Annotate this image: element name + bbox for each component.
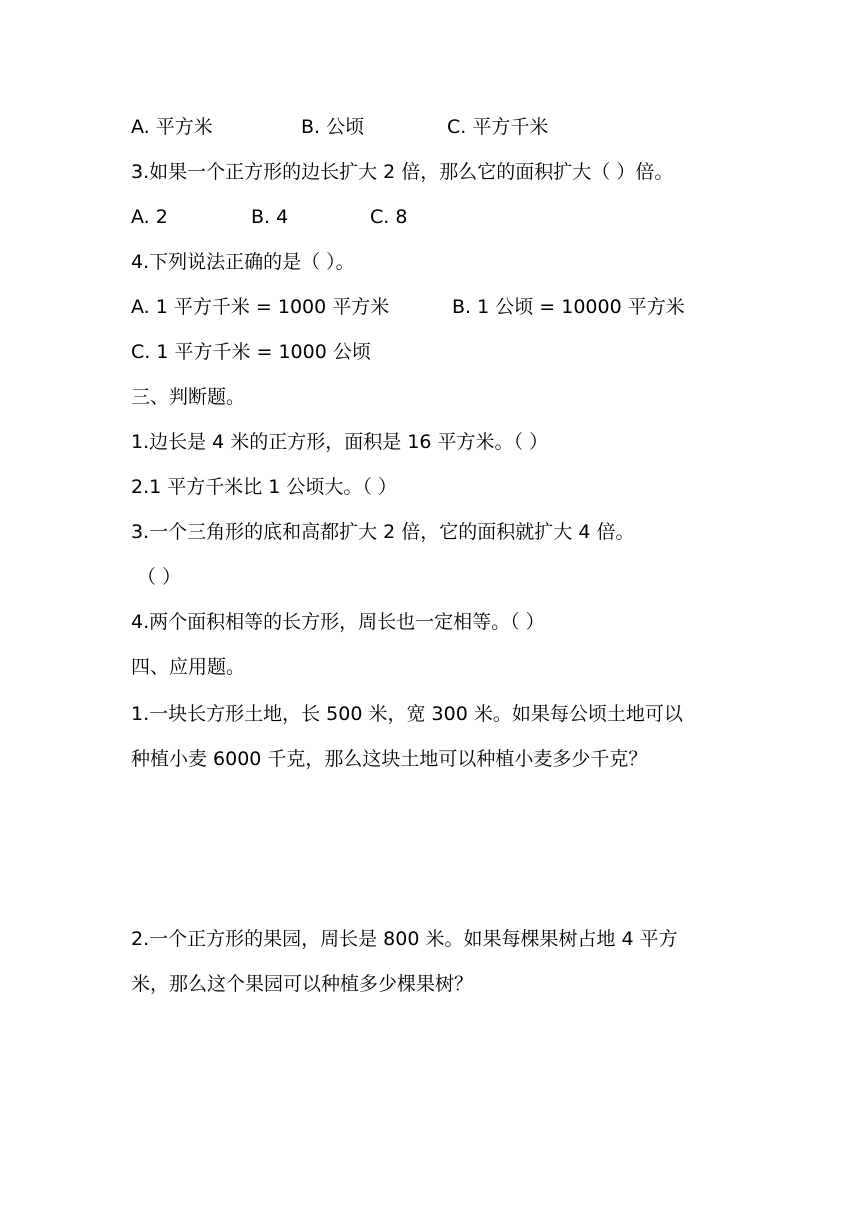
q4-question: 4.下列说法正确的是（ ）。 — [131, 251, 355, 273]
judge-item-2: 2.1 平方千米比 1 公顷大。（ ） — [131, 476, 397, 498]
q2-option-a: A. 平方米 — [131, 116, 213, 138]
q4-option-a: A. 1 平方千米 = 1000 平方米 — [131, 296, 390, 318]
problem-1-line-1: 1.一块长方形土地，长 500 米，宽 300 米。如果每公顷土地可以 — [131, 703, 683, 725]
section4-title: 四、应用题。 — [131, 656, 246, 678]
q3-option-b: B. 4 — [251, 206, 289, 228]
judge-item-3: 3.一个三角形的底和高都扩大 2 倍，它的面积就扩大 4 倍。 — [131, 521, 635, 543]
q4-option-b: B. 1 公顷 = 10000 平方米 — [452, 296, 685, 318]
q3-option-c: C. 8 — [370, 206, 408, 228]
q3-option-a: A. 2 — [131, 206, 168, 228]
judge-item-4: 4.两个面积相等的长方形，周长也一定相等。（ ） — [131, 611, 545, 633]
problem-1-line-2: 种植小麦 6000 千克，那么这块土地可以种植小麦多少千克？ — [131, 748, 648, 770]
q2-option-c: C. 平方千米 — [447, 116, 549, 138]
q4-option-c: C. 1 平方千米 = 1000 公顷 — [131, 341, 371, 363]
judge-item-1: 1.边长是 4 米的正方形，面积是 16 平方米。（ ） — [131, 431, 549, 453]
section3-title: 三、判断题。 — [131, 386, 246, 408]
problem-2-line-2: 米，那么这个果园可以种植多少棵果树？ — [131, 973, 474, 995]
q3-question: 3.如果一个正方形的边长扩大 2 倍，那么它的面积扩大（ ）倍。 — [131, 161, 674, 183]
problem-2-line-1: 2.一个正方形的果园，周长是 800 米。如果每棵果树占地 4 平方 — [131, 928, 678, 950]
q2-option-b: B. 公顷 — [301, 116, 365, 138]
judge-item-3-blank: （ ） — [137, 566, 182, 588]
